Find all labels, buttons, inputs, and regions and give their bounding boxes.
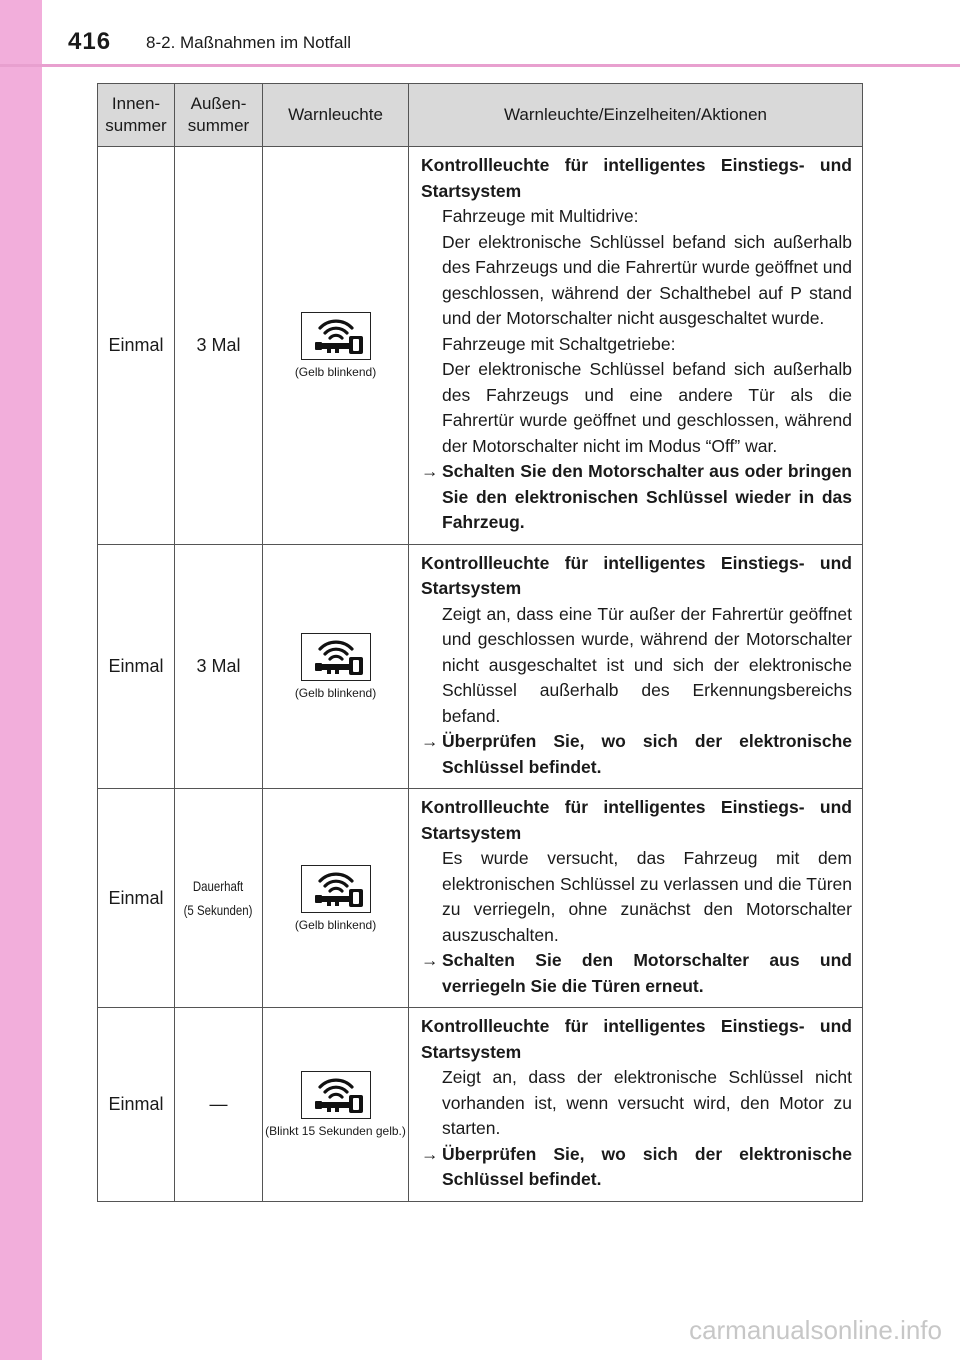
col-header-inner-buzzer: Innen- summer <box>98 84 175 147</box>
col-header-details-actions: Warnleuchte/Einzelheiten/Aktionen <box>409 84 863 147</box>
header-divider <box>0 64 960 67</box>
warning-buzzer-table <box>97 83 863 1202</box>
warning-detail-text: Fahrzeuge mit Multidrive: <box>442 206 639 226</box>
details-actions-cell <box>409 147 863 545</box>
warning-light-cell <box>263 544 409 789</box>
action-arrow-icon: → <box>421 731 439 751</box>
warning-action <box>421 1142 852 1193</box>
warning-detail-text: Zeigt an, dass eine Tür außer der Fahrertür geöffnet und geschlossen wurde, während der Motorschalter nicht ausgeschaltet ist und sich der elektronische Schlüssel außerhalb des Erkennungsbereichs befand. <box>442 603 852 726</box>
warning-title: Kontrollleuchte für intelligentes Einstiegs- und Startsystem <box>421 552 852 598</box>
table-row <box>98 147 863 545</box>
warning-title: Kontrollleuchte für intelligentes Einstiegs- und Startsystem <box>421 1016 852 1062</box>
warning-action <box>421 729 852 780</box>
warning-detail-text: Fahrzeuge mit Schaltgetriebe: <box>442 333 676 354</box>
smart-key-indicator-icon <box>305 869 367 909</box>
warning-light-cell <box>263 147 409 545</box>
warning-light-caption: (Blinkt 15 Sekunden gelb.) <box>265 1123 406 1138</box>
inner-buzzer-cell: Einmal <box>98 789 175 1008</box>
warning-light-caption: (Gelb blinkend) <box>294 917 377 932</box>
warning-detail-text: Zeigt an, dass der elektronische Schlüssel nicht vorhanden ist, wenn versucht wird, den Motor zu starten. <box>442 1067 852 1138</box>
warning-action-text: Schalten Sie den Motorschalter aus oder bringen Sie den elektronischen Schlüssel wieder in das Fahrzeug. <box>442 461 852 532</box>
warning-detail-text: Der elektronische Schlüssel befand sich außerhalb des Fahrzeugs und eine andere Tür als die Fahrertür wurde geöffnet und geschlossen, während der Motorschalter nicht im Modus “Off” war. <box>442 359 852 456</box>
section-title: 8-2. Maßnahmen im Notfall <box>146 33 352 52</box>
outer-buzzer-cell: 3 Mal <box>175 544 263 789</box>
warning-title: Kontrollleuchte für intelligentes Einstiegs- und Startsystem <box>421 155 852 201</box>
smart-key-indicator-icon <box>305 637 367 677</box>
side-tab-bar <box>0 0 42 1360</box>
table-row <box>98 789 863 1008</box>
warning-light-caption: (Gelb blinkend) <box>294 364 377 379</box>
action-arrow-icon: → <box>421 950 439 970</box>
inner-buzzer-cell: Einmal <box>98 544 175 789</box>
warning-action-text: Schalten Sie den Motorschalter aus und verriegeln Sie die Türen erneut. <box>442 950 852 996</box>
col-header-warning-light: Warnleuchte <box>263 84 409 147</box>
warning-title: Kontrollleuchte für intelligentes Einstiegs- und Startsystem <box>421 797 852 843</box>
table-row <box>98 1008 863 1202</box>
details-actions-cell <box>409 1008 863 1202</box>
warning-light-indicator <box>301 312 371 360</box>
warning-detail-text: Der elektronische Schlüssel befand sich außerhalb des Fahrzeugs und die Fahrertür wurde geöffnet und geschlossen, während der Schalthebel auf P stand und der Motorschalter nicht ausgeschaltet wurde. <box>442 231 852 328</box>
warning-light-indicator <box>301 633 371 681</box>
smart-key-indicator-icon <box>305 1075 367 1115</box>
inner-buzzer-cell: Einmal <box>98 1008 175 1202</box>
watermark: carmanualsonline.info <box>689 1315 942 1345</box>
inner-buzzer-cell: Einmal <box>98 147 175 545</box>
warning-light-indicator <box>301 865 371 913</box>
warning-action-text: Überprüfen Sie, wo sich der elektronische Schlüssel befindet. <box>442 1143 852 1189</box>
smart-key-indicator-icon <box>305 316 367 356</box>
outer-buzzer-cell: 3 Mal <box>175 147 263 545</box>
page-number: 416 <box>68 28 112 55</box>
details-actions-cell <box>409 544 863 789</box>
details-actions-cell <box>409 789 863 1008</box>
warning-light-indicator <box>301 1071 371 1119</box>
warning-light-caption: (Gelb blinkend) <box>294 685 377 700</box>
table-header-row <box>98 84 863 147</box>
warning-detail-text: Es wurde versucht, das Fahrzeug mit dem elektronischen Schlüssel zu verlassen und die Türen zu verriegeln, ohne zunächst den Motorschalter auszuschalten. <box>442 848 852 945</box>
warning-light-cell <box>263 1008 409 1202</box>
warning-action <box>421 948 852 999</box>
action-arrow-icon: → <box>421 461 439 481</box>
warning-light-cell <box>263 789 409 1008</box>
action-arrow-icon: → <box>421 1143 439 1164</box>
table-row <box>98 544 863 789</box>
col-header-outer-buzzer: Außen- summer <box>175 84 263 147</box>
outer-buzzer-cell: — <box>175 1008 263 1202</box>
warning-action-text: Überprüfen Sie, wo sich der elektronische Schlüssel befindet. <box>442 731 852 777</box>
outer-buzzer-cell: Dauerhaft (5 Sekunden) <box>175 789 263 1008</box>
warning-action <box>421 459 852 536</box>
